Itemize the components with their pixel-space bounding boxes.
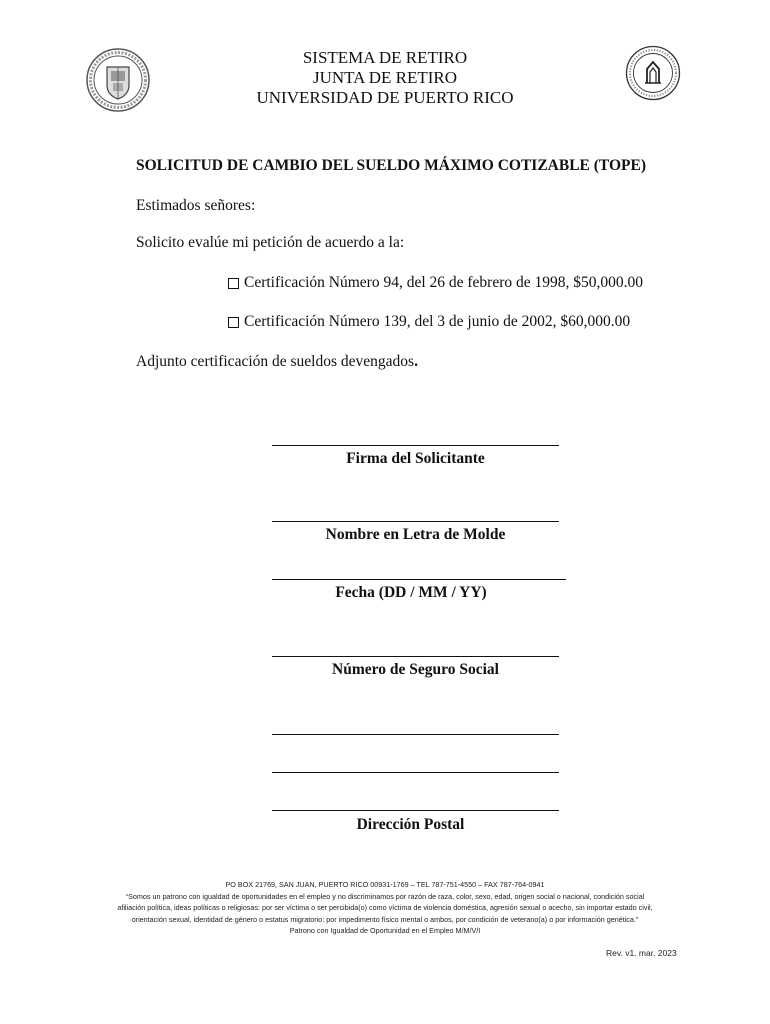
greeting-text: Estimados señores:	[136, 197, 256, 214]
option-cert-139[interactable]	[228, 313, 630, 331]
footer	[0, 879, 770, 937]
address-line-2[interactable]	[272, 772, 559, 773]
footer-employer-line: Patrono con Igualdad de Oportunidad en el Empleo M/M/V/I	[289, 926, 481, 935]
footer-policy-line-3: orientación sexual, identidad de género o estatus migratorio: por impedimento físico mental o ambos, por condición de veterano(a) o por información genética.”	[131, 914, 639, 924]
signature-label: Firma del Solicitante	[346, 450, 485, 467]
checkbox-cert-94[interactable]	[228, 278, 239, 289]
name-line[interactable]	[272, 521, 559, 522]
revision-label: Rev. v1. mar. 2023	[606, 948, 677, 958]
footer-policy-line-2: afiliación política, ideas políticas o religiosas: por ser víctima o ser percibida(o) como víctima de violencia doméstica, agresión sexual o acecho, sin importar estado civil,	[117, 903, 653, 912]
option-cert-139-label: Certificación Número 139, del 3 de junio de 2002, $60,000.00	[244, 313, 631, 330]
attachment-text-body: Adjunto certificación de sueldos devengados	[136, 353, 415, 370]
attachment-text	[136, 353, 418, 371]
ssn-line[interactable]	[272, 656, 559, 657]
address-line-3[interactable]	[272, 810, 559, 811]
document-title: SOLICITUD DE CAMBIO DEL SUELDO MÁXIMO COTIZABLE (TOPE)	[136, 157, 647, 174]
retirement-system-seal-icon	[625, 45, 681, 101]
footer-address: PO BOX 21769, SAN JUAN, PUERTO RICO 00931-1769 – TEL 787-751-4550 – FAX 787-764-0941	[225, 880, 545, 889]
ssn-label: Número de Seguro Social	[332, 661, 499, 678]
option-cert-94-label: Certificación Número 94, del 26 de febrero de 1998, $50,000.00	[244, 274, 644, 291]
option-cert-94[interactable]	[228, 274, 643, 292]
address-line-1[interactable]	[272, 734, 559, 735]
request-text: Solicito evalúe mi petición de acuerdo a la:	[136, 234, 405, 251]
checkbox-cert-139[interactable]	[228, 317, 239, 328]
header-line-university: UNIVERSIDAD DE PUERTO RICO	[256, 88, 514, 107]
signature-line[interactable]	[272, 445, 559, 446]
attachment-period: .	[414, 353, 418, 370]
footer-policy-line-1: “Somos un patrono con igualdad de oportunidades en el empleo y no discriminamos por razón de raza, color, sexo, edad, origen social o nacional, condición social	[125, 891, 645, 901]
header-line-board: JUNTA DE RETIRO	[312, 68, 458, 87]
date-label: Fecha (DD / MM / YY)	[335, 584, 487, 601]
header-line-system: SISTEMA DE RETIRO	[302, 48, 468, 67]
date-line[interactable]	[272, 579, 566, 580]
address-label: Dirección Postal	[356, 816, 465, 833]
name-label: Nombre en Letra de Molde	[325, 526, 506, 543]
